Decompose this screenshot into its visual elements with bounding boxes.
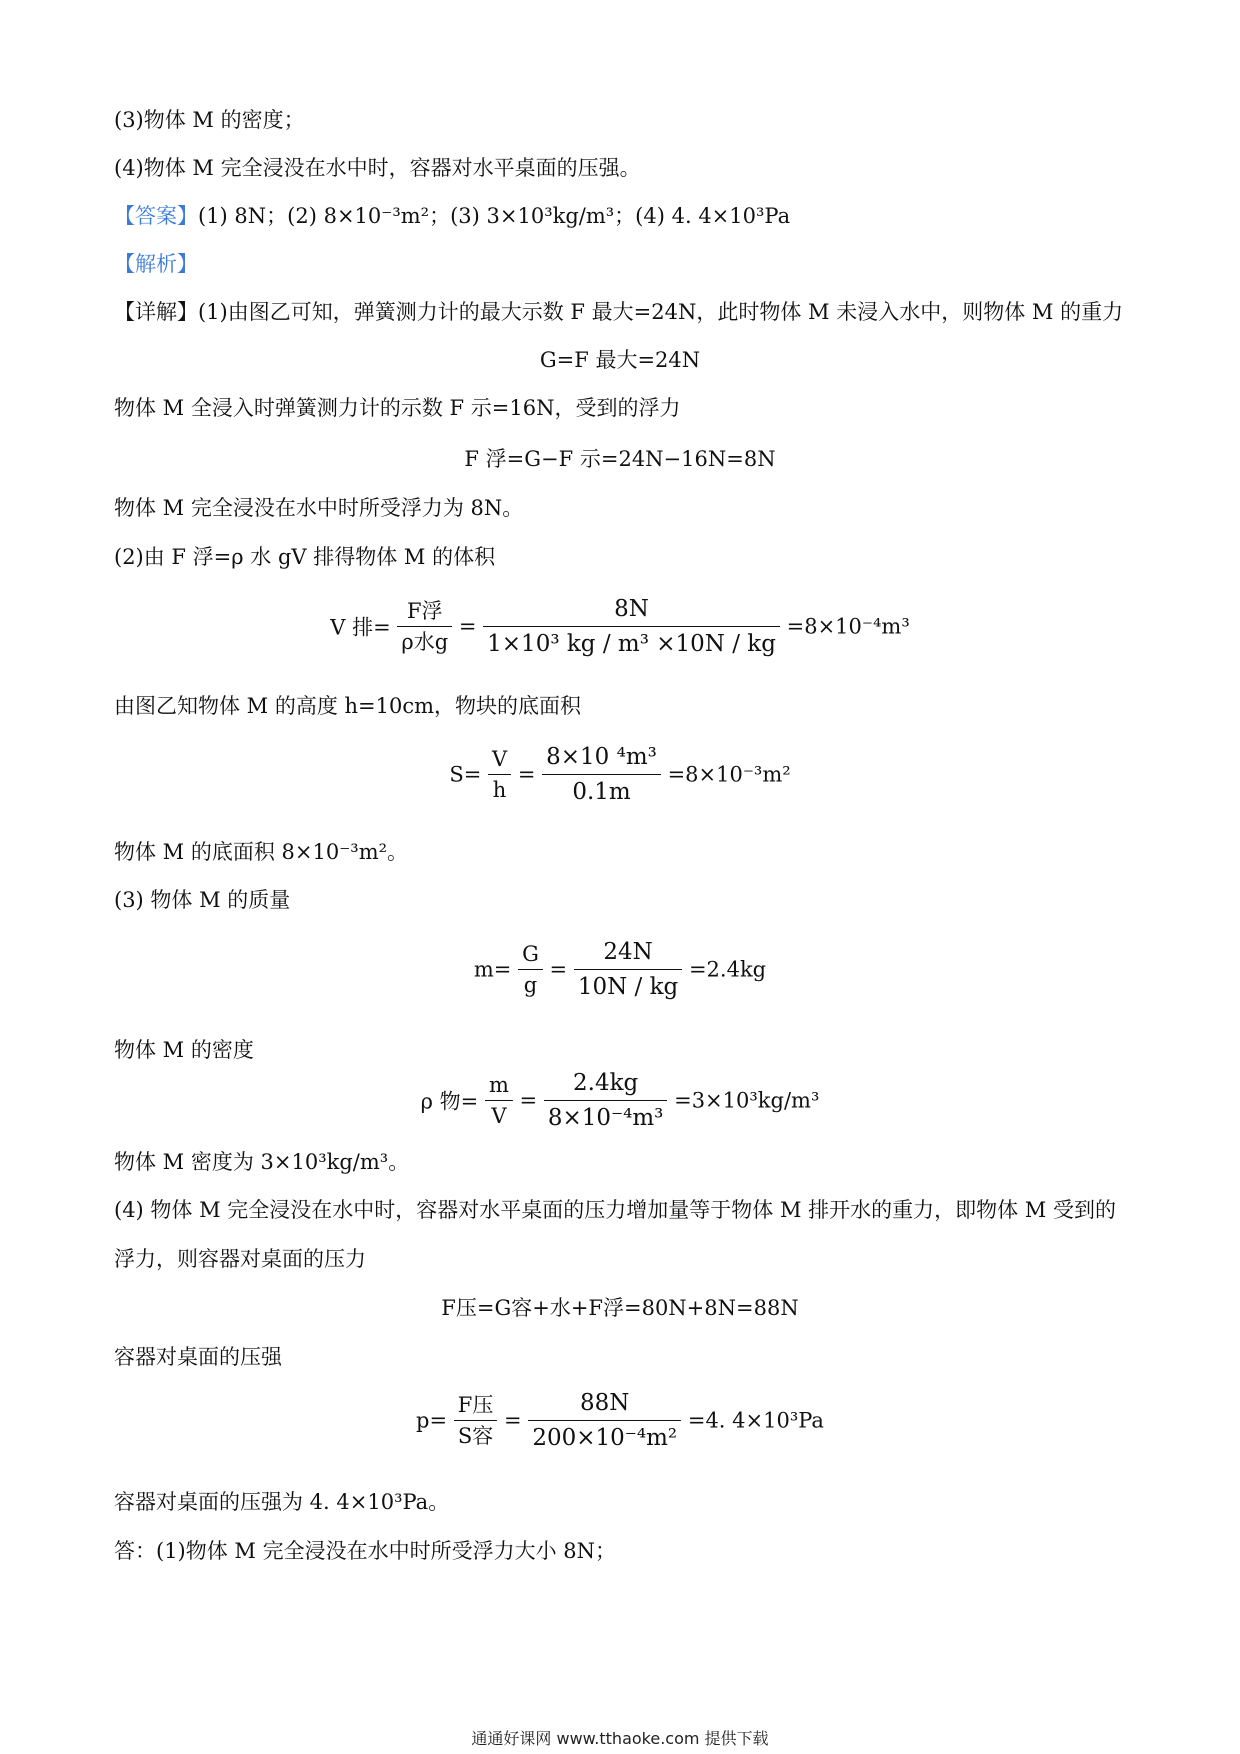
question-4: (4)物体 M 完全浸没在水中时，容器对水平桌面的压强。 [114,156,641,180]
pressure-lhs: p= [416,1408,448,1433]
equation-buoyancy: F 浮=G−F 示=24N−16N=8N [464,447,776,471]
detail-text: (1)由图乙可知，弹簧测力计的最大示数 F 最大=24N，此时物体 M 未浸入水中，则物体 M 的重力 [198,300,1124,324]
question-3: (3)物体 M 的密度； [114,108,305,132]
equation-pressure: p= $\frac{\text{F压}}{\text{S容}}$ = $\frac{88N}{\text{200×10⁻⁴m²}}$ =4. 4×10³Pa [0,1386,1240,1455]
detail-tag: 【详解】 [114,300,198,324]
answer-line [114,202,790,230]
pressure-num-2: 88N [580,1390,630,1416]
mass-num-1: G [522,942,539,966]
density-result: =3×10³kg/m³ [674,1088,820,1113]
volume-num-2: 8N [614,596,649,622]
answer-text: (1) 8N；(2) 8×10⁻³m²；(3) 3×10³kg/m³；(4) 4. 4×10³Pa [198,204,791,228]
mass-den-2: 10N / kg [577,974,679,1000]
mass-den-1: g [523,973,538,997]
area-num-1: V [491,747,508,771]
area-lhs: S= [449,762,482,787]
mass-num-2: 24N [603,939,653,965]
equation-area: S= $\frac{V}{h}$ = $\frac{\text{8×10 ⁴m³}}{0.1m}$ =8×10⁻³m² [0,740,1240,809]
detail-line [114,298,1123,326]
line-area-result: 物体 M 的底面积 8×10⁻³m²。 [114,840,409,864]
density-den-2: 8×10⁻⁴m³ [547,1105,664,1131]
equation-pressure-force: F压=G容+水+F浮=80N+8N=88N [441,1296,799,1320]
area-den-1: h [492,778,507,802]
density-num-1: m [488,1073,509,1097]
volume-fraction-numeric [483,592,780,661]
equation-volume: V 排= $\frac{\text{F浮}}{\text{ρ水g}}$ = $\frac{8N}{\text{1×10³ kg / m³ ×10N / kg}}$ =8×10⁻⁴m³ [0,592,1240,661]
density-fraction-numeric [544,1066,668,1135]
line-pressure-intro: 容器对桌面的压强 [114,1345,282,1369]
pressure-num-1: F压 [457,1393,494,1417]
line-q4-part-a: (4) 物体 M 完全浸没在水中时，容器对水平桌面的压力增加量等于物体 M 排开水的重力，即物体 M 受到的 [114,1198,1116,1222]
area-fraction-numeric [542,740,661,809]
volume-fraction-symbolic [397,596,452,657]
density-den-1: V [491,1104,507,1128]
equation-density: ρ 物= $\frac{m}{V}$ = $\frac{2.4kg}{\text{8×10⁻⁴m³}}$ =3×10³kg/m³ [0,1066,1240,1135]
mass-result: =2.4kg [688,957,767,982]
equation-weight: G=F 最大=24N [539,348,701,372]
density-fraction-symbolic [485,1070,513,1131]
density-num-2: 2.4kg [573,1070,639,1096]
volume-result: =8×10⁻⁴m³ [786,614,910,639]
line-q4-part-b: 浮力，则容器对桌面的压力 [114,1247,366,1271]
line-height-intro: 由图乙知物体 M 的高度 h=10cm，物块的底面积 [114,694,582,718]
area-den-2: 0.1m [572,779,631,805]
page-footer: 通通好课网 www.tthaoke.com 提供下载 [471,1729,769,1748]
line-volume-intro: (2)由 F 浮=ρ 水 gV 排得物体 M 的体积 [114,545,496,569]
pressure-fraction-symbolic [454,1390,498,1451]
volume-lhs: V 排= [330,615,391,640]
area-result: =8×10⁻³m² [667,762,791,787]
density-lhs: ρ 物= [420,1089,479,1114]
line-answer-1: 答：(1)物体 M 完全浸没在水中时所受浮力大小 8N； [114,1539,617,1563]
line-density-intro: 物体 M 的密度 [114,1038,254,1062]
mass-fraction-symbolic [518,939,543,1000]
line-pressure-result: 容器对桌面的压强为 4. 4×10³Pa。 [114,1490,450,1514]
area-fraction-symbolic [488,744,511,805]
pressure-fraction-numeric [528,1386,681,1455]
line-buoyancy-result: 物体 M 完全浸没在水中时所受浮力为 8N。 [114,496,524,520]
answer-tag: 【答案】 [114,204,198,228]
line-mass-intro: (3) 物体 M 的质量 [114,888,291,912]
pressure-result: =4. 4×10³Pa [687,1408,824,1433]
mass-fraction-numeric [574,935,682,1004]
line-density-result: 物体 M 密度为 3×10³kg/m³。 [114,1150,410,1174]
analysis-tag: 【解析】 [114,252,198,276]
pressure-den-2: 200×10⁻⁴m² [532,1425,678,1451]
pressure-den-1: S容 [457,1424,494,1448]
volume-num-1: F浮 [406,599,443,623]
area-num-2: 8×10 ⁴m³ [546,744,657,770]
volume-den-2: 1×10³ kg / m³ ×10N / kg [487,631,776,657]
volume-den-1: ρ水g [401,630,449,654]
equation-mass: m= $\frac{G}{g}$ = $\frac{24N}{10N / kg}$ =2.4kg [0,935,1240,1004]
line-full-immersion: 物体 M 全浸入时弹簧测力计的示数 F 示=16N，受到的浮力 [114,396,681,420]
mass-lhs: m= [473,957,512,982]
